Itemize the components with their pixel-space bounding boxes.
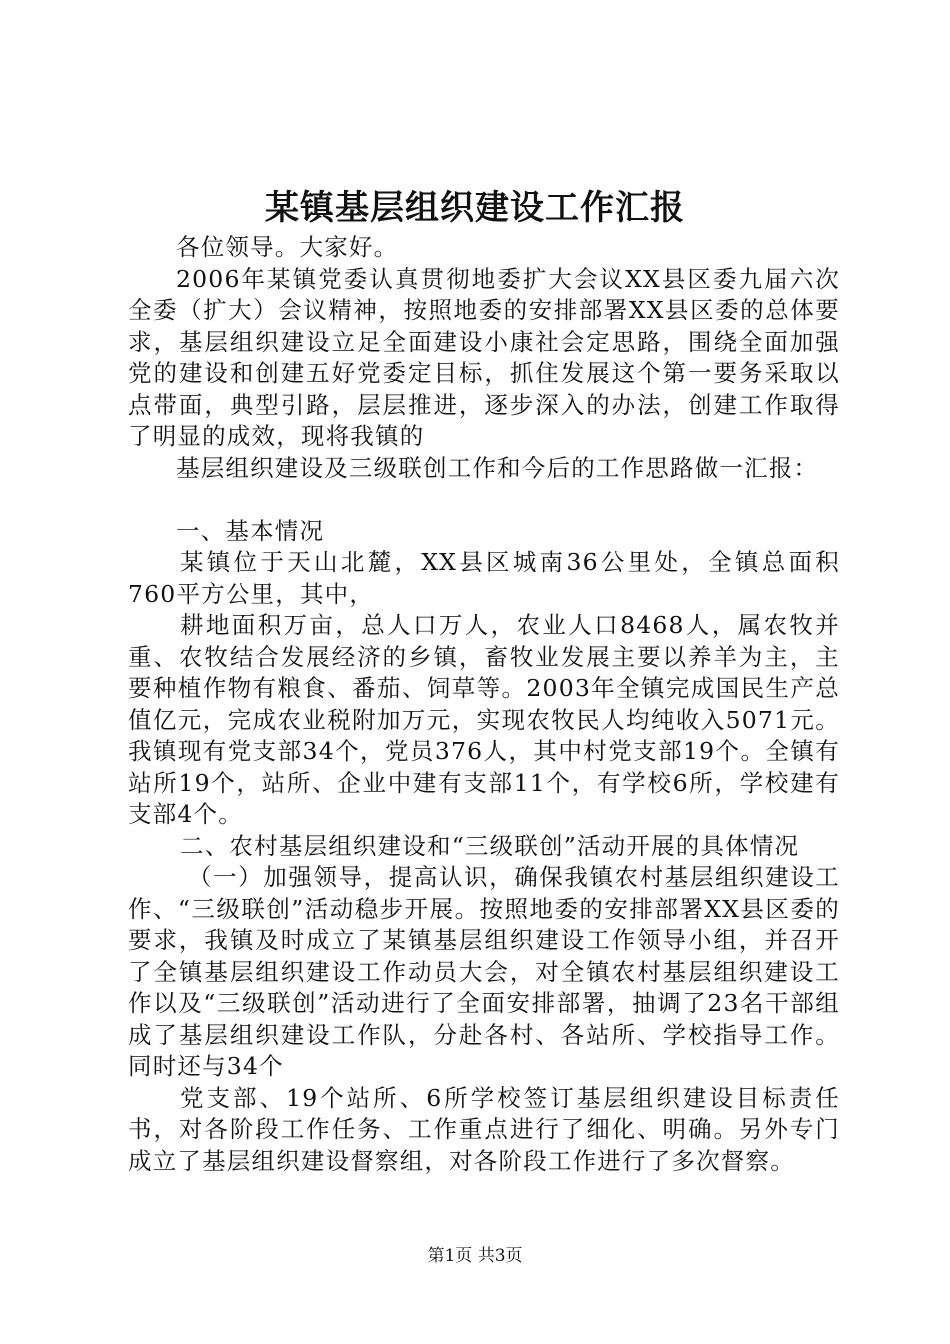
leadership-paragraph: （一）加强领导，提高认识，确保我镇农村基层组织建设工作、“三级联创”活动稳步开展。按照地委的安排部署XX县区委的要求，我镇及时成立了某镇基层组织建设工作领导小组，并召开了全镇基层组织建设工作动员大会，对全镇农村基层组织建设工作以及“三级联创”活动进行了全面安排部署，抽调了23名干部组成了基层组织建设工作队，分赴各村、各站所、学校指导工作。同时还与34个 [128, 863, 840, 1080]
document-body [128, 232, 840, 1177]
paragraph-spacer [128, 484, 840, 516]
document-title: 某镇基层组织建设工作汇报 [265, 188, 685, 228]
section-heading-implementation: 二、农村基层组织建设和“三级联创”活动开展的具体情况 [180, 831, 800, 860]
greeting-paragraph: 各位领导。大家好。 [176, 233, 399, 261]
intro-paragraph: 2006年某镇党委认真贯彻地委扩大会议XX县区委九届六次全委（扩大）会议精神，按照地委的安排部署XX县区委的总体要求，基层组织建设立足全面建设小康社会定思路，围绕全面加强党的建设和创建五好党委定目标，抓住发展这个第一要务采取以点带面，典型引路，层层推进，逐步深入的办法，创建工作取得了明显的成效，现将我镇的 [128, 264, 840, 450]
page-number-footer: 第1页 共3页 [427, 1246, 523, 1266]
responsibility-paragraph: 党支部、19个站所、6所学校签订基层组织建设目标责任书，对各阶段工作任务、工作重点进行了细化、明确。另外专门成立了基层组织建设督察组，对各阶段工作进行了多次督察。 [128, 1083, 840, 1175]
section-heading-basic-situation: 一、基本情况 [176, 516, 325, 545]
intro-continuation-paragraph: 基层组织建设及三级联创工作和今后的工作思路做一汇报： [176, 453, 819, 482]
statistics-paragraph: 耕地面积万亩，总人口万人，农业人口8468人，属农牧并重、农牧结合发展经济的乡镇，畜牧业发展主要以养羊为主，主要种植作物有粮食、番茄、饲草等。2003年全镇完成国民生产总值亿元，完成农业税附加万元，实现农牧民人均纯收入5071元。我镇现有党支部34个，党员376人，其中村党支部19个。全镇有站所19个，站所、企业中建有支部11个，有学校6所，学校建有支部4个。 [128, 611, 840, 828]
location-paragraph: 某镇位于天山北麓，XX县区城南36公里处，全镇总面积760平方公里，其中， [128, 548, 840, 608]
